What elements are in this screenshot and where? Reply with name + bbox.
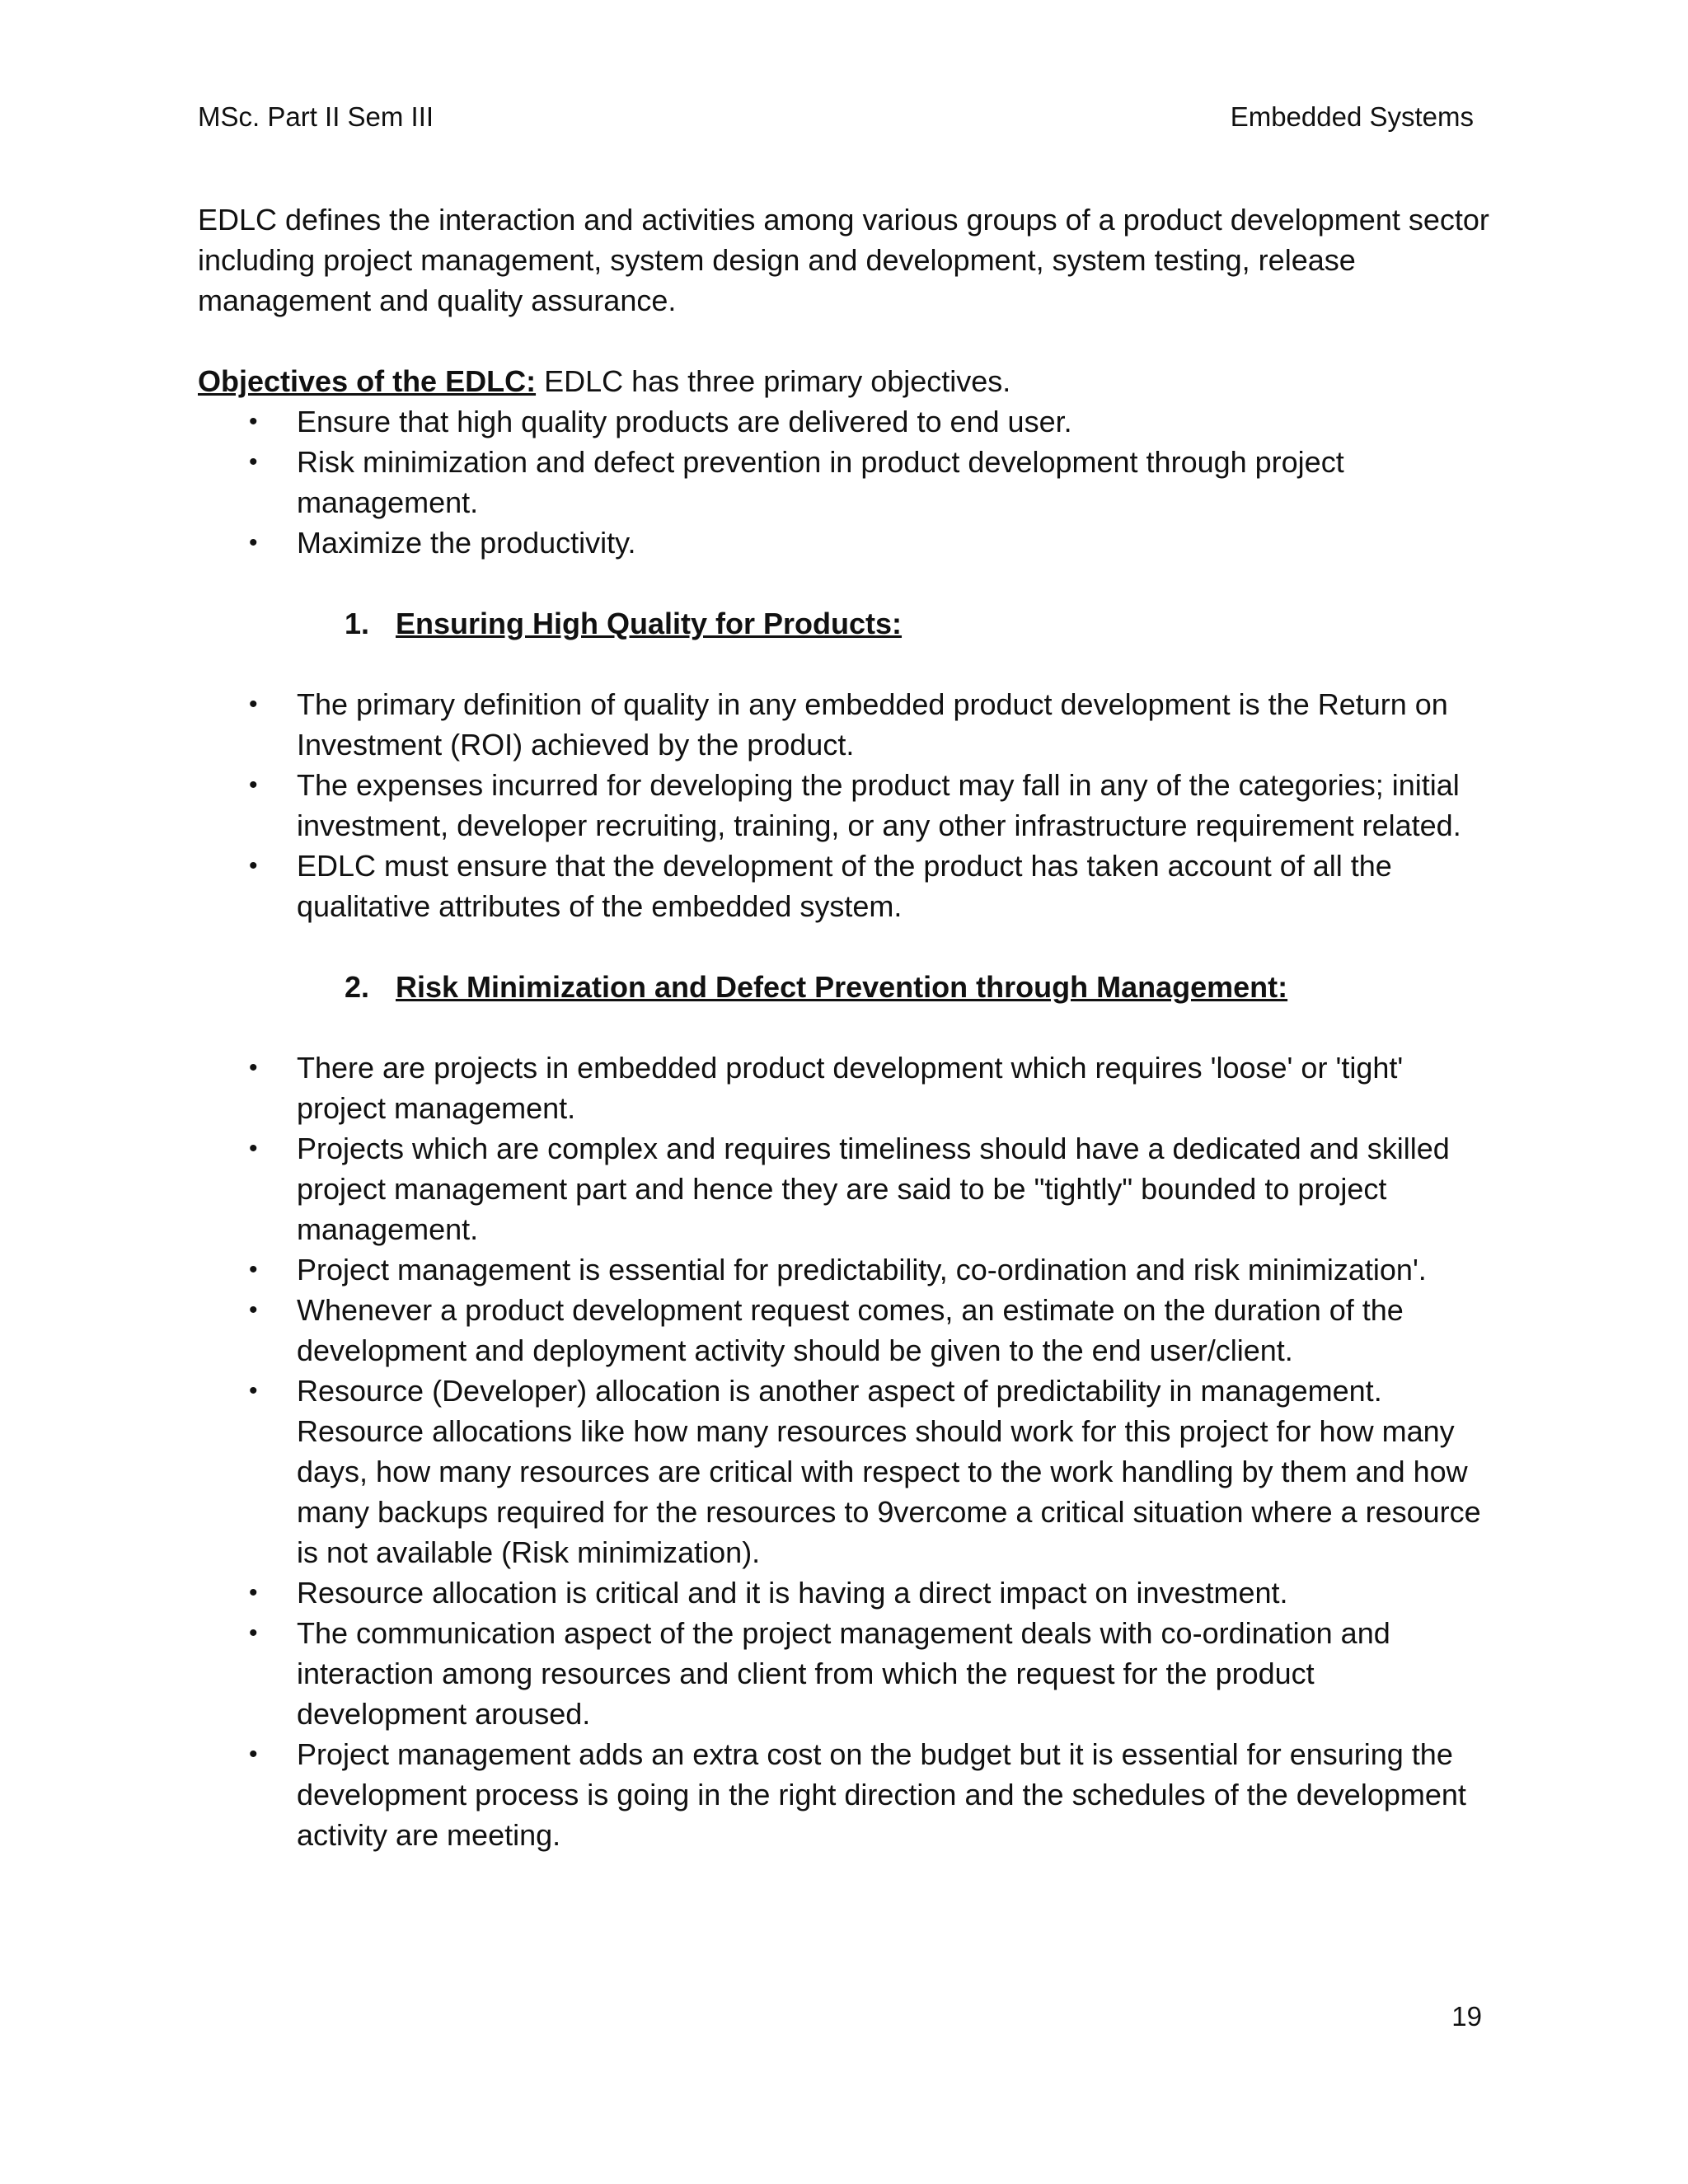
list-item (198, 401, 1492, 442)
section-1-heading (198, 603, 1492, 644)
spacer (198, 321, 1492, 361)
list-item (198, 1249, 1492, 1290)
list-item (198, 1290, 1492, 1371)
section-2-list (198, 1047, 1492, 1855)
bullet-icon: • (249, 1579, 258, 1606)
list-item-text: Projects which are complex and requires timeliness should have a dedicated and skilled project management part and hence they are said to be "tightly" bounded to project management. (297, 1132, 1450, 1246)
section-1-list (198, 684, 1492, 926)
section-1-number: 1. (345, 607, 370, 640)
bullet-icon: • (249, 408, 258, 435)
list-item (198, 684, 1492, 765)
list-item (198, 1572, 1492, 1613)
bullet-icon: • (249, 1377, 258, 1404)
section-2-title: Risk Minimization and Defect Prevention through Management: (396, 970, 1288, 1004)
list-item (198, 523, 1492, 563)
spacer (198, 563, 1492, 603)
list-item-text: Risk minimization and defect prevention in product development through project management. (297, 445, 1344, 519)
intro-paragraph: EDLC defines the interaction and activities among various groups of a product development sector including project management, system design and development, system testing, release management and quality assurance. (198, 203, 1489, 317)
list-item-text: Ensure that high quality products are delivered to end user. (297, 405, 1072, 438)
spacer (198, 644, 1492, 684)
objectives-list (198, 401, 1492, 563)
list-item (198, 442, 1492, 523)
objectives-line (198, 361, 1492, 401)
bullet-icon: • (249, 852, 258, 879)
list-item-text: Whenever a product development request comes, an estimate on the duration of the development and deployment activity should be given to the end user/client. (297, 1293, 1404, 1367)
header-subject: Embedded Systems (1230, 101, 1474, 132)
list-item (198, 1128, 1492, 1249)
list-item-text: The communication aspect of the project management deals with co-ordination and interaction among resources and client from which the request for the product development aroused. (297, 1616, 1390, 1731)
list-item-text: There are projects in embedded product development which requires 'loose' or 'tight' project management. (297, 1051, 1404, 1125)
list-item-text: Resource (Developer) allocation is another aspect of predictability in management. Resource allocations like how many resources should work for this project for how many days, how many resources are critical with respect to the work handling by them and how many backups required for the resources to 9vercome a critical situation where a resource is not available (Risk minimization). (297, 1374, 1481, 1569)
list-item-text: EDLC must ensure that the development of the product has taken account of all the qualitative attributes of the embedded system. (297, 849, 1392, 923)
spacer (198, 1007, 1492, 1047)
section-2-heading (198, 967, 1492, 1007)
list-item (198, 1613, 1492, 1734)
bullet-icon: • (249, 1135, 258, 1162)
bullet-icon: • (249, 1256, 258, 1283)
bullet-icon: • (249, 691, 258, 718)
section-1-title: Ensuring High Quality for Products: (396, 607, 903, 640)
list-item (198, 1047, 1492, 1128)
list-item (198, 846, 1492, 926)
list-item-text: The expenses incurred for developing the product may fall in any of the categories; initial investment, developer recruiting, training, or any other infrastructure requirement related. (297, 768, 1461, 842)
bullet-icon: • (249, 448, 258, 476)
list-item-text: Resource allocation is critical and it is having a direct impact on investment. (297, 1576, 1288, 1610)
page-number: 19 (1451, 2001, 1482, 2032)
list-item-text: The primary definition of quality in any embedded product development is the Return on Investment (ROI) achieved by the product. (297, 687, 1448, 762)
spacer (198, 926, 1492, 967)
list-item (198, 765, 1492, 846)
list-item (198, 1371, 1492, 1572)
header-course: MSc. Part II Sem III (198, 101, 434, 132)
bullet-icon: • (249, 529, 258, 556)
bullet-icon: • (249, 1054, 258, 1081)
page-content (198, 199, 1492, 1855)
list-item (198, 1734, 1492, 1855)
objectives-text: EDLC has three primary objectives. (536, 364, 1011, 398)
bullet-icon: • (249, 1619, 258, 1647)
objectives-heading: Objectives of the EDLC: (198, 364, 537, 398)
bullet-icon: • (249, 1296, 258, 1324)
bullet-icon: • (249, 1741, 258, 1768)
list-item-text: Project management adds an extra cost on the budget but it is essential for ensuring the development process is going in the right direction and the schedules of the development activity are meeting. (297, 1737, 1466, 1852)
list-item-text: Project management is essential for predictability, co-ordination and risk minimization'. (297, 1253, 1427, 1286)
bullet-icon: • (249, 771, 258, 799)
list-item-text: Maximize the productivity. (297, 526, 636, 560)
section-2-number: 2. (345, 970, 370, 1004)
